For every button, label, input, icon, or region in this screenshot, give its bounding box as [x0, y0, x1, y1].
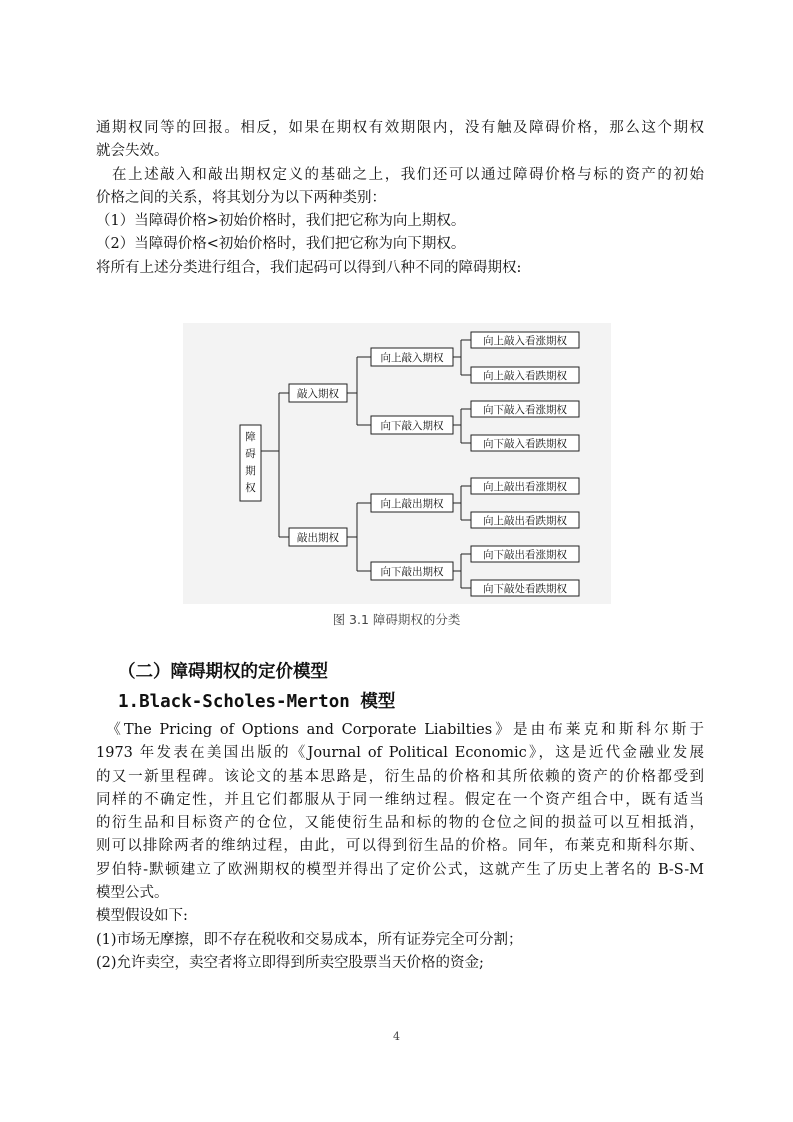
- tree-level3-node: 向下敲处看跌期权: [483, 583, 567, 595]
- tree-level3-node: 向上敲入看涨期权: [483, 335, 567, 347]
- text-line: 的又一新里程碑。该论文的基本思路是，衍生品的价格和其所依赖的资产的价格都受到: [96, 768, 704, 785]
- text-line: 罗伯特-默顿建立了欧洲期权的模型并得出了定价公式，这就产生了历史上著名的 B-S-M: [96, 861, 704, 878]
- tree-level3-node: 向上敲出看涨期权: [483, 481, 567, 493]
- tree-root-char: 权: [245, 482, 256, 494]
- text-line: （2）当障碍价格<初始价格时，我们把它称为向下期权。: [96, 236, 466, 253]
- text-line: 同样的不确定性，并且它们都服从于同一维纳过程。假定在一个资产组合中，既有适当: [96, 791, 704, 808]
- tree-level3-node: 向下敲出看涨期权: [483, 549, 567, 561]
- section-heading: （二）障碍期权的定价模型: [118, 662, 328, 682]
- tree-level3-node: 向下敲入看跌期权: [483, 438, 567, 450]
- text-line: 则可以排除两者的维纳过程，由此，可以得到衍生品的价格。同年，布莱克和斯科尔斯、: [96, 838, 704, 855]
- page-number: 4: [393, 1030, 400, 1043]
- tree-level2-node: 向上敲出期权: [380, 498, 444, 510]
- text-line: 模型假设如下:: [96, 908, 188, 925]
- text-line: (1)市场无摩擦，即不存在税收和交易成本，所有证券完全可分割；: [96, 931, 523, 948]
- text-line: （1）当障碍价格>初始价格时，我们把它称为向上期权。: [96, 213, 466, 230]
- text-line: 的衍生品和目标资产的仓位，又能使衍生品和标的物的仓位之间的损益可以互相抵消，: [96, 815, 704, 832]
- intro-paragraphs: [96, 117, 704, 280]
- tree-root-char: 障: [245, 431, 256, 443]
- tree-root-char: 碍: [245, 448, 256, 460]
- text-line: 1973 年发表在美国出版的《Journal of Political Economic》，这是近代金融业发展: [96, 745, 704, 762]
- tree-level2-node: 向下敲出期权: [380, 566, 444, 578]
- tree-diagram: [183, 323, 611, 604]
- text-line: 就会失效。: [96, 143, 169, 160]
- barrier-option-tree-figure: [183, 323, 611, 604]
- text-line: 价格之间的关系，将其划分为以下两种类别：: [96, 189, 386, 206]
- text-line: 《The Pricing of Options and Corporate Liabilties》是由布莱克和斯科尔斯于: [96, 722, 704, 738]
- subsection-heading: 1.Black-Scholes-Merton 模型: [118, 692, 396, 712]
- tree-level3-node: 向上敲出看跌期权: [483, 515, 567, 527]
- tree-level1-knock-out: 敲出期权: [297, 532, 339, 544]
- bsm-paragraphs: [96, 719, 704, 975]
- text-line: 在上述敲入和敲出期权定义的基础之上，我们还可以通过障碍价格与标的资产的初始: [96, 166, 704, 183]
- text-line: 将所有上述分类进行组合，我们起码可以得到八种不同的障碍期权:: [96, 259, 522, 276]
- figure-caption: 图 3.1 障碍期权的分类: [332, 612, 461, 627]
- tree-level2-node: 向下敲入期权: [380, 420, 444, 432]
- text-line: (2)允许卖空，卖空者将立即得到所卖空股票当天价格的资金;: [96, 954, 484, 971]
- tree-level3-node: 向上敲入看跌期权: [483, 370, 567, 382]
- tree-level2-node: 向上敲入期权: [380, 352, 444, 364]
- text-line: 模型公式。: [96, 885, 169, 902]
- tree-level1-knock-in: 敲入期权: [297, 388, 339, 400]
- tree-root-char: 期: [245, 465, 256, 477]
- text-line: 通期权同等的回报。相反，如果在期权有效期限内，没有触及障碍价格，那么这个期权: [96, 120, 704, 136]
- tree-level3-node: 向下敲入看涨期权: [483, 404, 567, 416]
